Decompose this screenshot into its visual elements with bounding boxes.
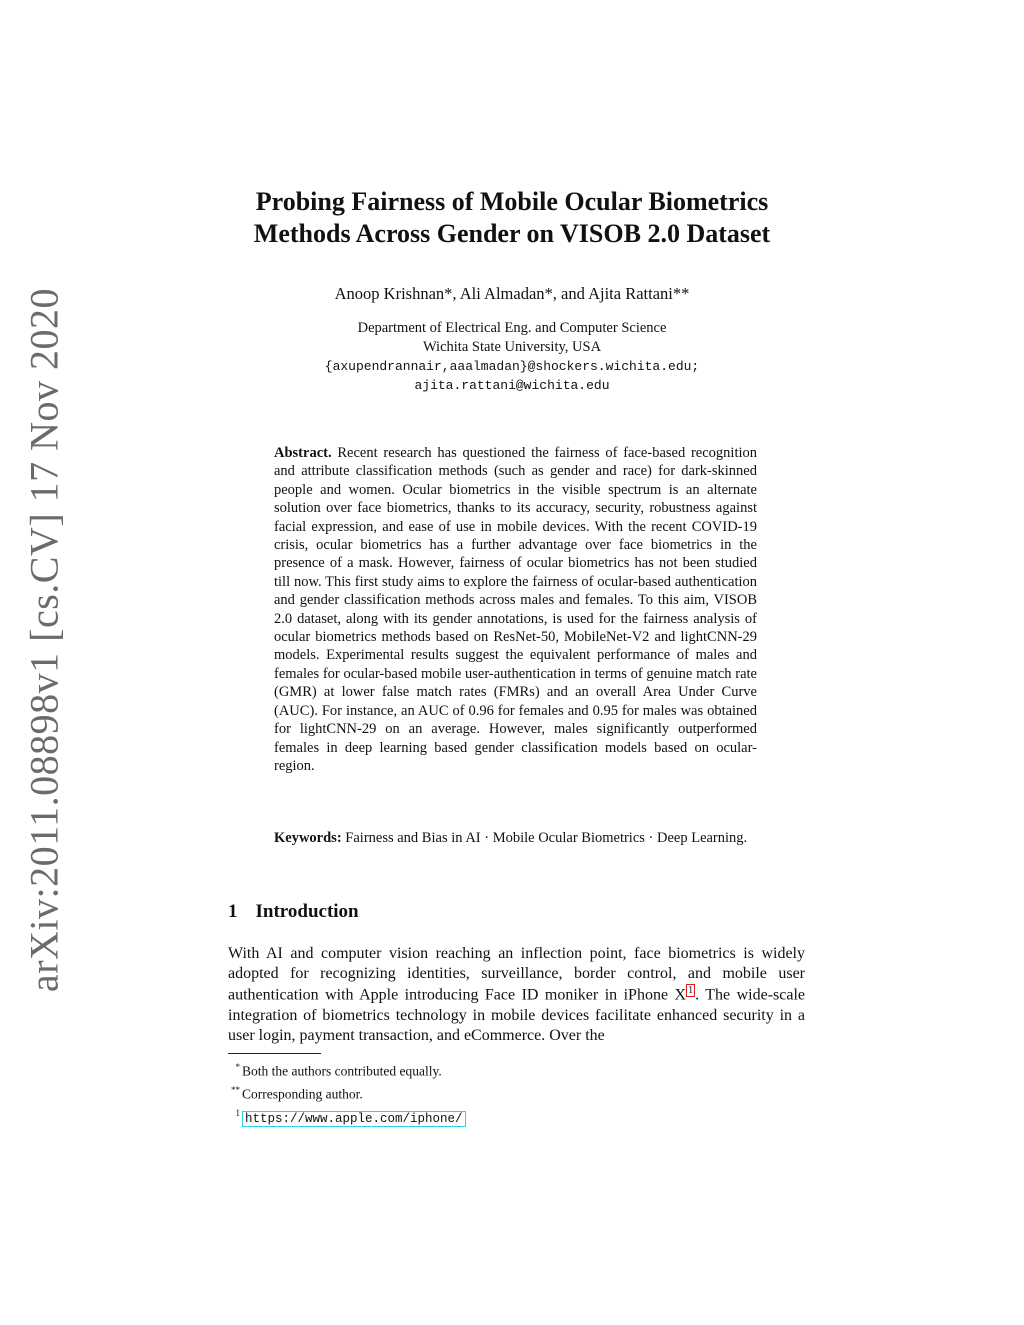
keywords: [274, 829, 757, 847]
intro-text-after: . The wide-scale integration of biometrics technology in mobile devices facilitate enhanced security in a user login, payment transaction, and eCommerce. Over the: [228, 986, 805, 1045]
affiliation-university: Wichita State University, USA: [422, 339, 602, 355]
author-list: Anoop Krishnan*, Ali Almadan*, and Ajita Rattani**: [334, 284, 690, 303]
footnote-text: Both the authors contributed equally.: [242, 1063, 442, 1079]
footnote-mark: 1: [235, 1108, 240, 1118]
abstract-label: Abstract.: [274, 445, 332, 461]
keywords-label: Keywords:: [274, 830, 342, 846]
footnote-item: [222, 1058, 466, 1081]
section-number: 1: [228, 901, 238, 922]
section-title: Introduction: [255, 901, 359, 922]
affiliation-block: [0, 319, 1024, 395]
paper-title: [0, 186, 1024, 250]
keywords-text: Fairness and Bias in AI · Mobile Ocular Biometrics · Deep Learning.: [345, 830, 748, 846]
title-line-2: Methods Across Gender on VISOB 2.0 Dataset: [253, 219, 771, 248]
title-line-1: Probing Fairness of Mobile Ocular Biometrics: [255, 187, 769, 216]
affiliation-email-2: ajita.rattani@wichita.edu: [414, 378, 610, 393]
footnote-item: [222, 1104, 466, 1128]
footnote-item: [222, 1081, 466, 1104]
footnote-mark: *: [235, 1062, 240, 1072]
section-heading: [228, 901, 359, 923]
abstract-text: Recent research has questioned the fairness of face-based recognition and attribute classification methods (such as gender and race) for dark-skinned people and women. Ocular biometrics in the visible spectrum is an alternate solution over face biometrics, thanks to its accuracy, security, robustness against facial expression, and ease of use in mobile devices. With the recent COVID-19 crisis, ocular biometrics has a further advantage over face biometrics in the presence of a mask. However, fairness of ocular biometrics has not been studied till now. This first study aims to explore the fairness of ocular-based authentication and gender classification methods across males and females. To this aim, VISOB 2.0 dataset, along with its gender annotations, is used for the fairness analysis of ocular biometrics methods based on ResNet-50, MobileNet-V2 and lightCNN-29 models. Experimental results suggest the equivalent performance of males and females for ocular-based mobile user-authentication in terms of genuine match rate (GMR) at lower false match rates (FMRs) and an overall Area Under Curve (AUC). For instance, an AUC of 0.96 for females and 0.95 for males was obtained for lightCNN-29 on an average. However, males significantly outperformed females in deep learning based gender classification models based on ocular-region.: [274, 445, 758, 774]
intro-text-before: With AI and computer vision reaching an inflection point, face biometrics is widely adopted for recognizing identities, surveillance, border control, and mobile user authentication with Apple introducing Face ID moniker in iPhone X: [228, 945, 805, 1004]
footnote-url-link[interactable]: https://www.apple.com/iphone/: [242, 1111, 466, 1127]
footnote-ref-link[interactable]: 1: [688, 985, 694, 997]
arxiv-side-stamp: arXiv:2011.08898v1 [cs.CV] 17 Nov 2020: [21, 287, 67, 993]
footnotes: [222, 1058, 466, 1128]
footnote-text: Corresponding author.: [242, 1086, 363, 1102]
affiliation-email-1: {axupendrannair,aaalmadan}@shockers.wichita.edu;: [324, 359, 700, 374]
footnote-divider: [228, 1053, 321, 1054]
footnote-mark: **: [231, 1085, 240, 1095]
abstract: [274, 444, 757, 775]
intro-paragraph: [228, 944, 805, 1046]
affiliation-department: Department of Electrical Eng. and Computer Science: [357, 320, 667, 336]
